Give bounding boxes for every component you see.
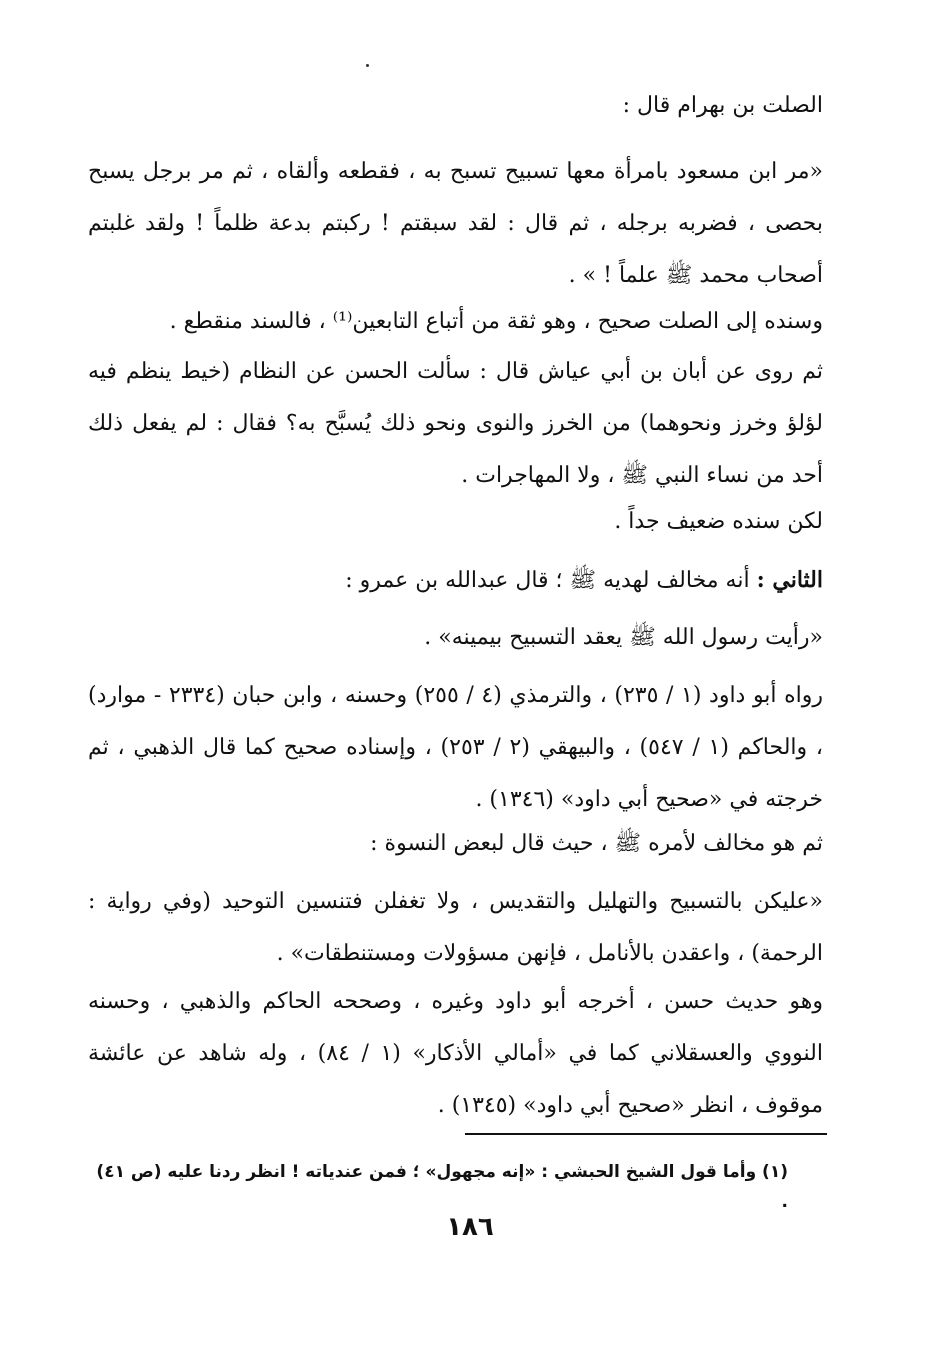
- paragraph-10-hadith: «عليكن بالتسبيح والتهليل والتقديس ، ولا تغفلن فتنسين التوحيد (وفي رواية : الرحمة) ، واعقدن بالأنامل ، فإنهن مسؤولات ومستنطقات» .: [88, 889, 823, 966]
- paragraph-11: وهو حديث حسن ، أخرجه أبو داود وغيره ، وصححه الحاكم والذهبي ، وحسنه النووي والعسقلاني كما في «أمالي الأذكار» (١ / ٨٤) ، وله شاهد عن عائشة موقوف ، انظر «صحيح أبي داود» (١٣٤٥) .: [88, 989, 823, 1118]
- section-label-second: الثاني :: [756, 567, 823, 593]
- print-speck: [366, 64, 369, 67]
- paragraph-1: الصلت بن بهرام قال :: [622, 93, 823, 118]
- paragraph-2-quote: «مر ابن مسعود بامرأة معها تسبيح تسبح به ، فقطعه وألقاه ، ثم مر برجل يسبح بحصى ، فضربه برجله ، ثم قال : لقد سبقتم ! ركبتم بدعة ظلماً ! ولقد غلبتم أصحاب محمد ﷺ علماً ! » .: [88, 159, 823, 288]
- paragraph-4: ثم روى عن أبان بن أبي عياش قال : سألت الحسن عن النظام (خيط ينظم فيه لؤلؤ وخرز ونحوهما) من الخرز والنوى ونحو ذلك يُسبَّح به؟ فقال : لم يفعل ذلك أحد من نساء النبي ﷺ ، ولا المهاجرات .: [88, 359, 823, 488]
- paragraph-8-takhrij: رواه أبو داود (١ / ٢٣٥) ، والترمذي (٤ / ٢٥٥) وحسنه ، وابن حبان (٢٣٣٤ - موارد) ، والحاكم (١ / ٥٤٧) ، والبيهقي (٢ / ٢٥٣) ، وإسناده صحيح كما قال الذهبي ، ثم خرجته في «صحيح أبي داود» (١٣٤٦) .: [88, 683, 824, 812]
- paragraph-3: وسنده إلى الصلت صحيح ، وهو ثقة من أتباع التابعين⁽¹⁾ ، فالسند منقطع .: [169, 309, 823, 334]
- paragraph-7-hadith: «رأيت رسول الله ﷺ يعقد التسبيح بيمينه» .: [424, 625, 823, 650]
- paragraph-9: ثم هو مخالف لأمره ﷺ ، حيث قال لبعض النسوة :: [370, 831, 823, 856]
- paragraph-6: [88, 554, 823, 607]
- footnote-separator: [465, 1133, 827, 1135]
- paragraph-6-text: أنه مخالف لهديه ﷺ ؛ قال عبدالله بن عمرو :: [345, 568, 750, 593]
- page-number: ١٨٦: [446, 1212, 494, 1242]
- footnote-1: (١) وأما قول الشيخ الحبشي : «إنه مجهول» ؛ فمن عندياته ! انظر ردنا عليه (ص ٤١) .: [96, 1162, 788, 1212]
- paragraph-5: لكن سنده ضعيف جداً .: [614, 509, 823, 534]
